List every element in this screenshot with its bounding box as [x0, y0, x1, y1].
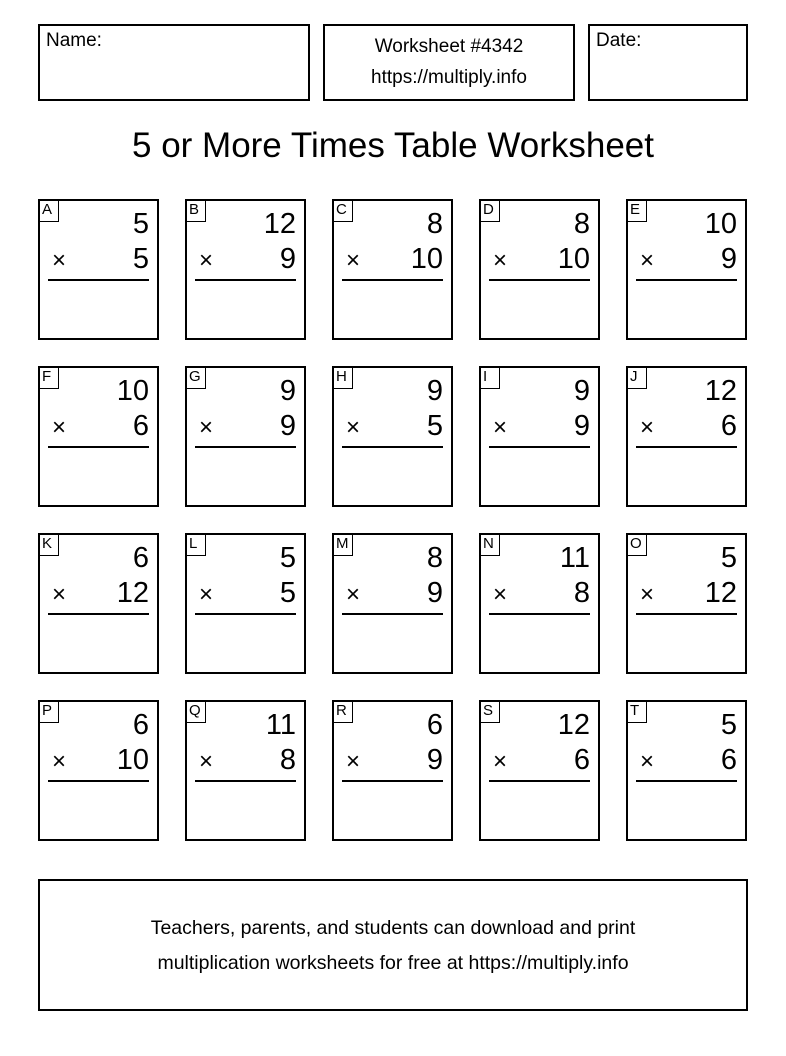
problem-letter: C: [332, 199, 353, 222]
answer-line: [195, 446, 296, 448]
problem-letter: S: [479, 700, 500, 723]
name-field-box[interactable]: [38, 24, 310, 101]
multiplier: 10: [116, 744, 149, 776]
answer-line: [636, 279, 737, 281]
multiplicand: 12: [263, 208, 296, 240]
times-sign: ×: [640, 748, 655, 775]
multiplicand: 12: [557, 709, 590, 741]
answer-line: [489, 446, 590, 448]
multiplicand: 6: [426, 709, 443, 741]
answer-line: [342, 613, 443, 615]
problem-card[interactable]: [332, 199, 453, 340]
multiplier: 6: [573, 744, 590, 776]
multiplicand: 12: [704, 375, 737, 407]
footer-line-2: multiplication worksheets for free at https://multiply.info: [157, 952, 629, 974]
times-sign: ×: [346, 414, 361, 441]
times-sign: ×: [52, 414, 67, 441]
problem-card[interactable]: [38, 366, 159, 507]
multiplicand: 8: [426, 542, 443, 574]
worksheet-number: Worksheet #4342: [374, 36, 524, 57]
multiplier: 10: [557, 243, 590, 275]
problem-card[interactable]: [479, 199, 600, 340]
answer-line: [636, 613, 737, 615]
site-url: https://multiply.info: [371, 67, 527, 88]
page-title: 5 or More Times Table Worksheet: [132, 126, 654, 165]
multiplier: 9: [426, 744, 443, 776]
times-sign: ×: [493, 748, 508, 775]
problem-card[interactable]: [479, 366, 600, 507]
problem-letter: K: [38, 533, 59, 556]
multiplicand: 9: [426, 375, 443, 407]
problem-card[interactable]: [38, 700, 159, 841]
problem-letter: M: [332, 533, 353, 556]
times-sign: ×: [493, 581, 508, 608]
answer-line: [48, 279, 149, 281]
multiplier: 9: [720, 243, 737, 275]
footer-box: [38, 879, 748, 1011]
problem-card[interactable]: [626, 366, 747, 507]
multiplicand: 10: [116, 375, 149, 407]
times-sign: ×: [52, 247, 67, 274]
problem-letter: G: [185, 366, 206, 389]
problem-letter: F: [38, 366, 59, 389]
multiplier: 9: [573, 410, 590, 442]
multiplier: 9: [279, 410, 296, 442]
answer-line: [342, 446, 443, 448]
multiplier: 5: [426, 410, 443, 442]
name-label: Name:: [46, 30, 102, 51]
date-field-box[interactable]: [588, 24, 748, 101]
times-sign: ×: [52, 748, 67, 775]
multiplicand: 5: [720, 542, 737, 574]
multiplier: 12: [116, 577, 149, 609]
multiplier: 6: [720, 744, 737, 776]
times-sign: ×: [346, 581, 361, 608]
problem-card[interactable]: [479, 700, 600, 841]
problem-card[interactable]: [38, 533, 159, 674]
times-sign: ×: [199, 247, 214, 274]
multiplier: 6: [132, 410, 149, 442]
date-label: Date:: [596, 30, 642, 51]
multiplier: 10: [410, 243, 443, 275]
problem-card[interactable]: [185, 199, 306, 340]
problem-letter: O: [626, 533, 647, 556]
answer-line: [636, 446, 737, 448]
multiplicand: 11: [265, 709, 296, 741]
problem-letter: Q: [185, 700, 206, 723]
answer-line: [48, 613, 149, 615]
multiplicand: 10: [704, 208, 737, 240]
answer-line: [489, 279, 590, 281]
times-sign: ×: [199, 414, 214, 441]
answer-line: [489, 780, 590, 782]
answer-line: [489, 613, 590, 615]
multiplier: 5: [279, 577, 296, 609]
multiplicand: 6: [132, 542, 149, 574]
multiplicand: 8: [573, 208, 590, 240]
problem-letter: I: [479, 366, 500, 389]
times-sign: ×: [52, 581, 67, 608]
problem-letter: E: [626, 199, 647, 222]
problem-letter: D: [479, 199, 500, 222]
problem-letter: J: [626, 366, 647, 389]
multiplicand: 9: [279, 375, 296, 407]
problem-letter: L: [185, 533, 206, 556]
problem-card[interactable]: [185, 366, 306, 507]
problem-card[interactable]: [332, 700, 453, 841]
multiplicand: 5: [279, 542, 296, 574]
multiplicand: 5: [132, 208, 149, 240]
times-sign: ×: [346, 247, 361, 274]
multiplier: 12: [704, 577, 737, 609]
problem-card[interactable]: [626, 700, 747, 841]
problem-card[interactable]: [185, 533, 306, 674]
multiplier: 6: [720, 410, 737, 442]
times-sign: ×: [199, 748, 214, 775]
answer-line: [48, 780, 149, 782]
answer-line: [195, 279, 296, 281]
times-sign: ×: [493, 414, 508, 441]
multiplier: 9: [426, 577, 443, 609]
times-sign: ×: [640, 414, 655, 441]
multiplicand: 8: [426, 208, 443, 240]
problem-letter: P: [38, 700, 59, 723]
times-sign: ×: [346, 748, 361, 775]
multiplier: 5: [132, 243, 149, 275]
problem-letter: R: [332, 700, 353, 723]
worksheet-info-box: [323, 24, 575, 101]
answer-line: [636, 780, 737, 782]
problem-letter: H: [332, 366, 353, 389]
multiplicand: 9: [573, 375, 590, 407]
answer-line: [195, 780, 296, 782]
multiplicand: 6: [132, 709, 149, 741]
multiplier: 8: [573, 577, 590, 609]
problem-letter: B: [185, 199, 206, 222]
answer-line: [48, 446, 149, 448]
problem-card[interactable]: [626, 199, 747, 340]
answer-line: [195, 613, 296, 615]
answer-line: [342, 279, 443, 281]
times-sign: ×: [199, 581, 214, 608]
problem-letter: T: [626, 700, 647, 723]
times-sign: ×: [493, 247, 508, 274]
problem-card[interactable]: [332, 533, 453, 674]
multiplicand: 11: [559, 542, 590, 574]
problem-letter: N: [479, 533, 500, 556]
multiplier: 9: [279, 243, 296, 275]
footer-line-1: Teachers, parents, and students can download and print: [150, 917, 636, 939]
problem-card[interactable]: [479, 533, 600, 674]
problem-card[interactable]: [332, 366, 453, 507]
answer-line: [342, 780, 443, 782]
multiplier: 8: [279, 744, 296, 776]
problem-card[interactable]: [38, 199, 159, 340]
times-sign: ×: [640, 247, 655, 274]
multiplicand: 5: [720, 709, 737, 741]
problem-letter: A: [38, 199, 59, 222]
times-sign: ×: [640, 581, 655, 608]
problem-card[interactable]: [185, 700, 306, 841]
problem-card[interactable]: [626, 533, 747, 674]
